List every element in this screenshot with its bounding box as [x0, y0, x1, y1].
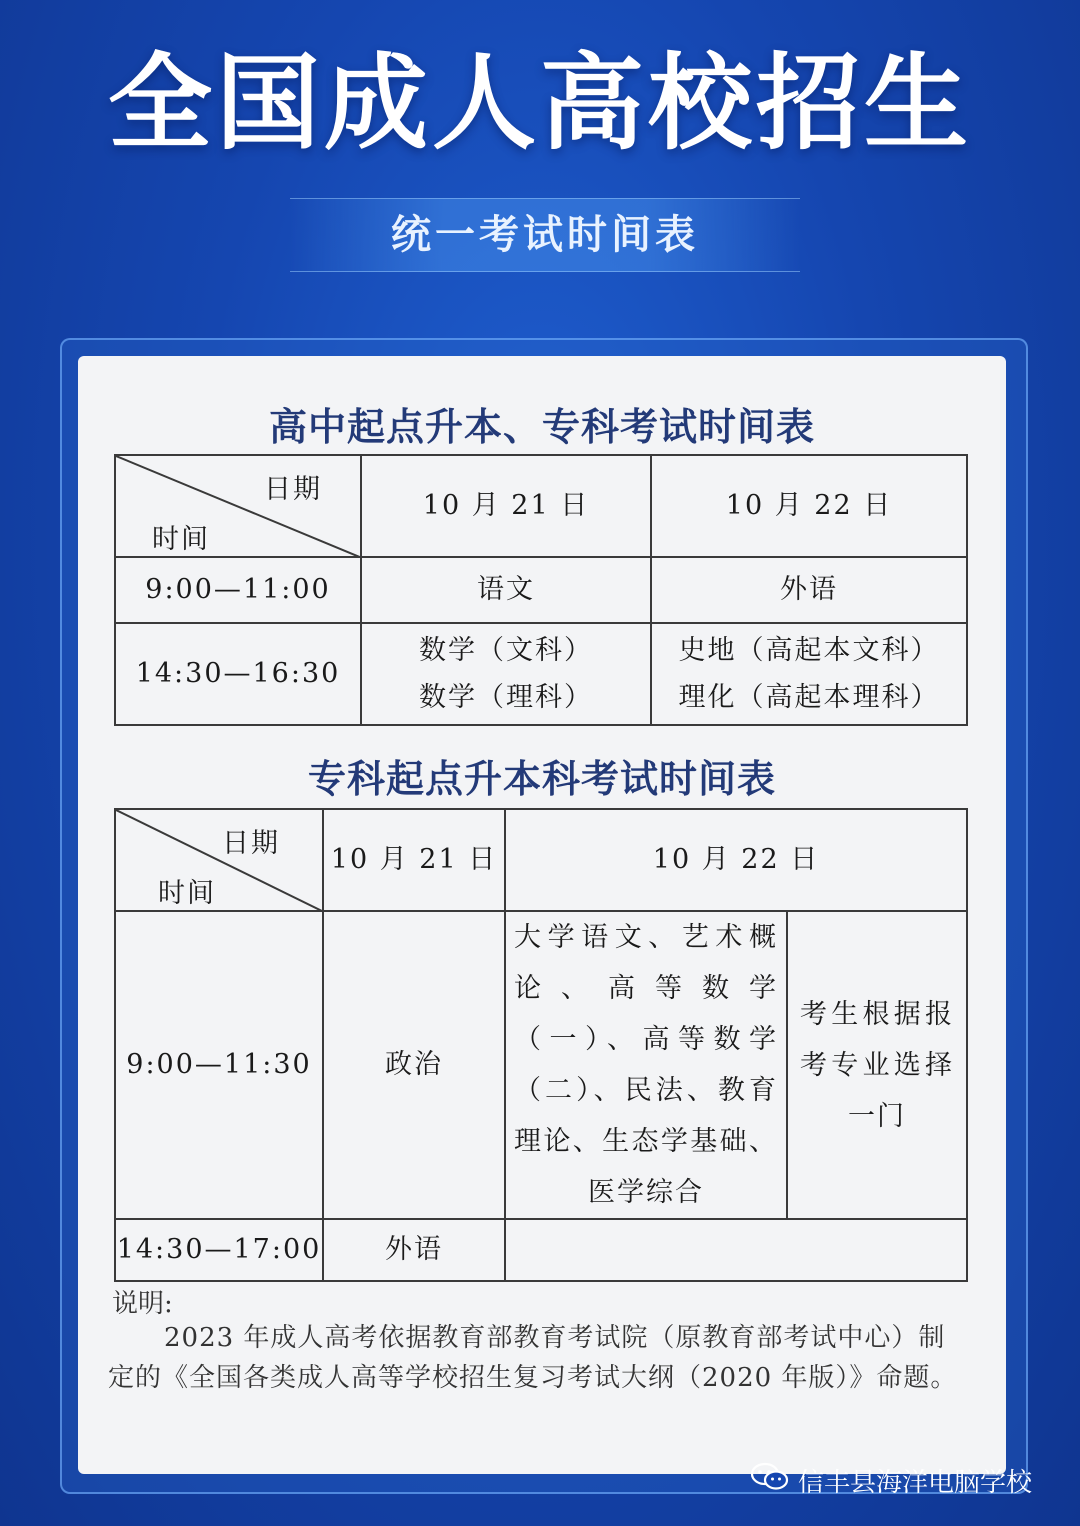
page-title: 全国成人高校招生 [107, 42, 972, 164]
table2-r2-day2 [505, 1219, 967, 1281]
table2-corner-date: 日期 [222, 828, 280, 859]
table1 [114, 454, 968, 726]
table1-date-2: 10 月 22 日 [651, 455, 967, 557]
note-label: 说明: [112, 1289, 173, 1319]
table1-r2-day2 [651, 623, 967, 725]
table1-r1-day1: 语文 [361, 557, 651, 623]
table1-time-2: 14:30—16:30 [115, 623, 361, 725]
footer-account-name: 信丰县海洋电脑学校 [798, 1467, 1033, 1498]
wechat-icon [750, 1461, 790, 1500]
table2-corner-cell [115, 809, 323, 911]
table2-r2-day1: 外语 [323, 1219, 505, 1281]
table1-time-1: 9:00—11:00 [115, 557, 361, 623]
table2-r1-day1: 政治 [323, 911, 505, 1219]
footer-account [750, 1460, 1032, 1500]
table2-r1-subjects: 大学语文、艺术概论、高等数学（一）、高等数学（二）、民法、教育理论、生态学基础、医学综合 [505, 911, 787, 1219]
table1-corner-time: 时间 [152, 524, 210, 555]
table1-corner-date: 日期 [264, 474, 322, 505]
table1-corner-cell [115, 455, 361, 557]
table1-date-1: 10 月 21 日 [361, 455, 651, 557]
table1-r2-day1-line1: 数学（文科） [419, 634, 593, 666]
table1-r2-day2-line1: 史地（高起本文科） [678, 634, 940, 666]
table2-time-1: 9:00—11:30 [115, 911, 323, 1219]
table1-r2-day2-line2: 理化（高起本理科） [678, 682, 940, 713]
table1-title: 高中起点升本、专科考试时间表 [268, 405, 815, 449]
page-subtitle: 统一考试时间表 [391, 212, 699, 258]
table2-date-1: 10 月 21 日 [323, 809, 505, 911]
table2-title: 专科起点升本科考试时间表 [307, 757, 776, 801]
table2-time-2: 14:30—17:00 [115, 1219, 323, 1281]
table1-r2-day1 [361, 623, 651, 725]
table2-r1-note: 考生根据报考专业选择一门 [787, 911, 967, 1219]
table2-date-2: 10 月 22 日 [505, 809, 967, 911]
note-text: 2023 年成人高考依据教育部教育考试院（原教育部考试中心）制定的《全国各类成人高等学校招生复习考试大纲（2020 年版）》命题。 [108, 1323, 958, 1393]
schedule-card [78, 356, 1006, 1474]
table2 [114, 808, 968, 1282]
table1-r1-day2: 外语 [651, 557, 967, 623]
subtitle-banner [290, 198, 800, 272]
table1-r2-day1-line2: 数学（理科） [419, 682, 593, 713]
table2-corner-time: 时间 [158, 878, 216, 909]
